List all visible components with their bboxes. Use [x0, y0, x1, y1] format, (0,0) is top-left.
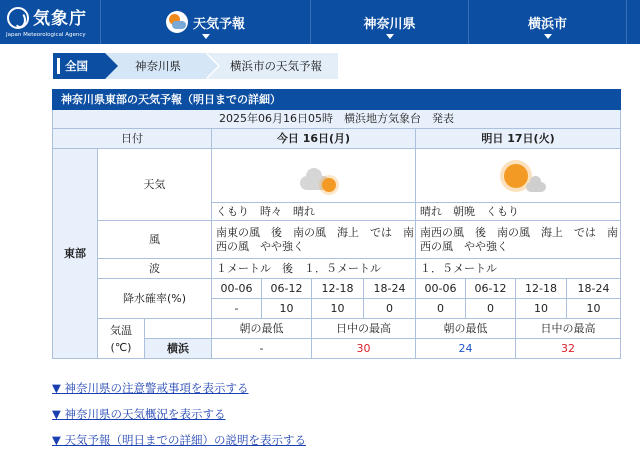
jma-logo[interactable]: [0, 0, 100, 44]
tomorrow-header: 明日 17日(火): [416, 129, 621, 149]
pop-value: 10: [567, 299, 621, 319]
tomorrow-wind: 南西の風 後 南の風 海上 では 南西の風 やや強く: [416, 221, 621, 259]
wave-label: 波: [98, 259, 212, 279]
sunny-then-cloudy-icon: [488, 156, 548, 196]
detail-links: [52, 381, 306, 453]
today-wind: 南東の風 後 南の風 海上 では 南西の風 やや強く: [212, 221, 416, 259]
temp-label: [98, 319, 145, 359]
nav-label: 神奈川県: [363, 16, 416, 32]
site-header: [0, 0, 640, 44]
cloudy-then-sunny-icon: [284, 156, 344, 196]
breadcrumb: [53, 53, 338, 79]
pop-value: 0: [416, 299, 466, 319]
jma-emblem-icon: [7, 7, 29, 29]
today-wave: １メートル 後 １．５メートル: [212, 259, 416, 279]
nav-weather-forecast[interactable]: [100, 0, 310, 44]
pop-value: -: [212, 299, 262, 319]
nav-label: 横浜市: [527, 16, 567, 32]
temp-head-max: 日中の最高: [312, 319, 416, 339]
wind-label: 風: [98, 221, 212, 259]
pop-value: 10: [262, 299, 312, 319]
weather-label: 天気: [98, 149, 212, 221]
pop-slot: 06-12: [262, 279, 312, 299]
nav-city[interactable]: [468, 0, 626, 44]
temp-head-max: 日中の最高: [516, 319, 621, 339]
today-weather-icon-cell: [212, 149, 416, 203]
link-warnings[interactable]: ▼ 神奈川県の注意警戒事項を表示する: [52, 381, 249, 395]
pop-value: 0: [466, 299, 516, 319]
top-nav: [100, 0, 640, 44]
forecast-table: [52, 89, 621, 359]
temp-unit: (℃): [110, 340, 132, 354]
today-temp-max: 30: [312, 339, 416, 359]
pop-slot: 00-06: [212, 279, 262, 299]
temp-label-text: 気温: [110, 323, 132, 337]
nav-label: 天気予報: [192, 16, 245, 32]
pop-slot: 18-24: [364, 279, 416, 299]
logo-subtitle: Japan Meteorological Agency: [6, 32, 86, 38]
temp-head-spacer: [145, 319, 212, 339]
issued-time: 2025年06月16日05時 横浜地方気象台 発表: [53, 110, 621, 129]
breadcrumb-prefecture[interactable]: 神奈川県: [105, 53, 205, 79]
temp-head-min: 朝の最低: [416, 319, 516, 339]
chevron-down-icon: [544, 34, 552, 39]
temp-head-min: 朝の最低: [212, 319, 312, 339]
weather-forecast-icon: [166, 11, 188, 33]
pop-value: 0: [364, 299, 416, 319]
link-explanation[interactable]: ▼ 天気予報（明日までの詳細）の説明を表示する: [52, 433, 306, 447]
tomorrow-wave: １．５メートル: [416, 259, 621, 279]
nav-more[interactable]: [626, 0, 640, 44]
city-label: 横浜: [145, 339, 212, 359]
forecast-title: 神奈川県東部の天気予報（明日までの詳細）: [53, 90, 621, 110]
area-label: 東部: [53, 149, 98, 359]
breadcrumb-current: 横浜市の天気予報: [205, 53, 338, 79]
today-weather-text: くもり 時々 晴れ: [212, 203, 416, 221]
tomorrow-weather-icon-cell: [416, 149, 621, 203]
pop-slot: 18-24: [567, 279, 621, 299]
pop-label: 降水確率(%): [98, 279, 212, 319]
chevron-down-icon: [202, 34, 210, 39]
tomorrow-weather-text: 晴れ 朝晩 くもり: [416, 203, 621, 221]
today-temp-min: -: [212, 339, 312, 359]
pop-slot: 12-18: [312, 279, 364, 299]
chevron-down-icon: [386, 34, 394, 39]
nav-prefecture[interactable]: [310, 0, 468, 44]
pop-slot: 06-12: [466, 279, 516, 299]
breadcrumb-national[interactable]: 全国: [53, 53, 105, 79]
tomorrow-temp-max: 32: [516, 339, 621, 359]
pop-slot: 12-18: [516, 279, 567, 299]
today-header: 今日 16日(月): [212, 129, 416, 149]
link-overview[interactable]: ▼ 神奈川県の天気概況を表示する: [52, 407, 226, 421]
pop-value: 10: [516, 299, 567, 319]
tomorrow-temp-min: 24: [416, 339, 516, 359]
pop-slot: 00-06: [416, 279, 466, 299]
logo-text: 気象庁: [33, 9, 87, 29]
date-header: 日付: [53, 129, 212, 149]
pop-value: 10: [312, 299, 364, 319]
